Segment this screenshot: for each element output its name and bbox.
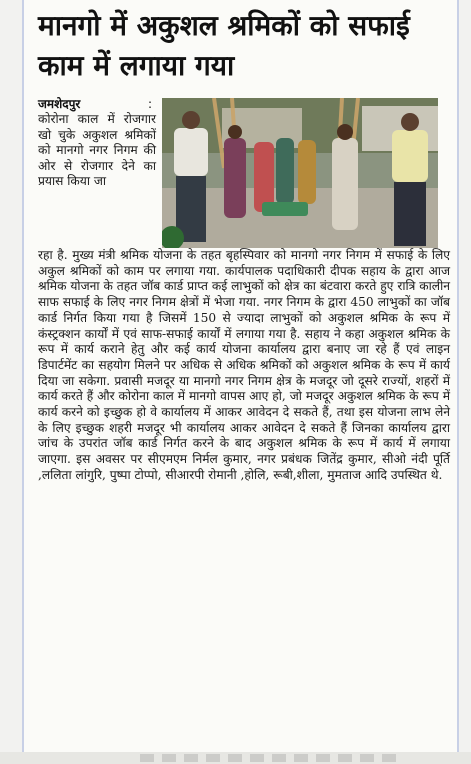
article-lead-paragraph: कोरोना काल में रोजगार खो चुके अकुशल श्रमिकों को मानगो नगर निगम की ओर से रोजगार देने का प्रयास किया जा	[38, 112, 156, 189]
photo-workers-with-brooms	[162, 98, 438, 248]
next-article-cutoff	[140, 754, 400, 762]
article-photo	[162, 98, 438, 248]
article-dateline: जमशेदपुर	[38, 97, 81, 111]
article-headline: मानगो में अकुशल श्रमिकों को सफाई काम में लगाया गया	[38, 9, 410, 82]
dateline-separator: :	[148, 97, 153, 111]
article-body: रहा है. मुख्य मंत्री श्रमिक योजना के तहत बृहस्पिवार को मानगो नगर निगम में सफाई के लिए अकुल श्रमिकों को काम पर लगाया गया. कार्यपालक पदाधिकारी दीपक सहाय के द्वारा आज श्रमिक योजना के तहत जॉब कार्ड प्राप्त कई लाभुकों को क्षेत्र का बंटवारा करते हुए रात्रि कालीन साफ सफाई के लिए नगर निगम क्षेत्रों में भेजा गया. नगर निगम के द्वारा 450 लाभुकों का जॉब कार्ड निर्गत किया गया है जिसमें 150 से ज्यादा लाभुकों को अकुशल श्रमिक के रूप में कंस्ट्रक्शन कार्यों में एवं साफ-सफाई कार्यों में लगाया गया है. सहाय ने कहा अकुशल श्रमिक के रूप में कार्य कराने हेतु और कई कार्य योजना कार्यालय द्वारा बनाए जा रहे हैं एवं लाइन डिपार्टमेंट का सहयोग मिलने पर अधिक से अधिक श्रमिकों को अकुशल श्रमिक के रूप में कार्य दिया जा सकेगा. प्रवासी मजदूर या मानगो नगर निगम क्षेत्र के मजदूर जो दूसरे राज्यों, शहरों में कार्य करते हैं और कोरोना काल में मानगो वापस आए हो, जो मजदूर अकुशल श्रमिक के रूप में कार्य करने को इच्छुक हो वे कार्यालय में आकर आवेदन दे सकते हैं, तथा इस योजना लाभ लेने के लिए इच्छुक शहरी मजदूर भी कार्यालय आकर आवेदन दे सकते हैं जिनका कार्यालय द्वारा जांच के उपरांत जॉब कार्ड निर्गत करने के बाद अकुशल श्रमिक के रूप में कार्य में लगाया जाएगा. इस अवसर पर सीएमएम निर्मल कुमार, नगर प्रबंधक जितेंद्र कुमार, सीओ नंदी पूर्ति ,ललिता लांगुरि, पुष्पा टोप्पो, सीआरपी रोमानी ,होलि, रूबी,शीला, मुमताज आदि उपस्थित थे.	[38, 248, 450, 482]
